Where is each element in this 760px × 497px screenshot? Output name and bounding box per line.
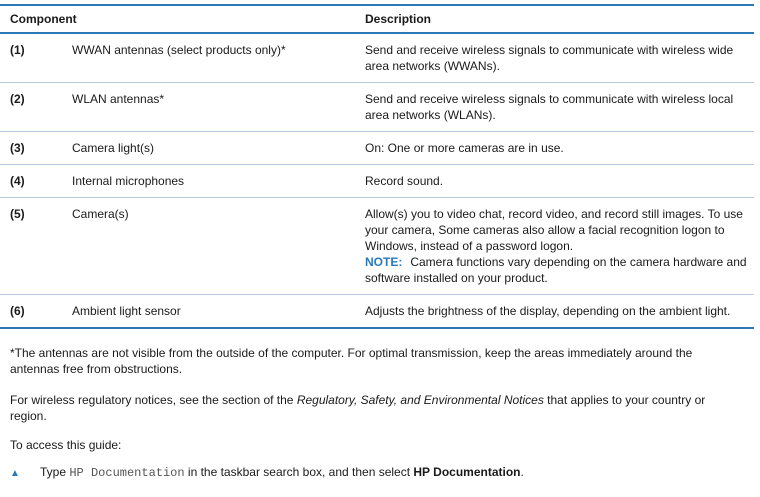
row-description-cell: [365, 198, 754, 295]
regulatory-text-before: For wireless regulatory notices, see the section of the: [10, 393, 297, 407]
access-intro: To access this guide:: [10, 438, 122, 452]
note-text: Camera functions vary depending on the camera hardware and software installed on your product.: [365, 255, 747, 285]
row-component: Camera(s): [72, 207, 129, 221]
row-number: (6): [10, 304, 25, 318]
row-number: (1): [10, 43, 25, 57]
table-row: [0, 83, 754, 132]
row-number: (4): [10, 174, 25, 188]
step-type-word: Type: [40, 465, 70, 479]
table-header-row: [0, 5, 754, 33]
antenna-footnote: *The antennas are not visible from the outside of the computer. For optimal transmission, keep the areas immediately around the antennas free from obstructions.: [10, 346, 693, 376]
table-row: [0, 295, 754, 329]
row-description: Adjusts the brightness of the display, depending on the ambient light.: [365, 304, 731, 318]
header-description: Description: [365, 12, 432, 26]
regulatory-paragraph: [10, 392, 745, 424]
step-bold-target: HP Documentation: [413, 465, 521, 479]
table-row: [0, 198, 754, 295]
table-row: [0, 165, 754, 198]
header-component: Component: [10, 12, 77, 26]
row-component: Internal microphones: [72, 174, 185, 188]
row-description: On: One or more cameras are in use.: [365, 141, 564, 155]
component-table: [0, 4, 754, 329]
step-middle: in the taskbar search box, and then select: [184, 465, 414, 479]
table-row: [0, 132, 754, 165]
step-end: .: [520, 465, 524, 479]
row-component: WWAN antennas (select products only)*: [72, 43, 286, 57]
row-number: (2): [10, 92, 25, 106]
note-label: NOTE:: [365, 255, 403, 269]
row-description: Send and receive wireless signals to communicate with wireless local area networks (WLANs).: [365, 92, 734, 122]
row-number: (3): [10, 141, 25, 155]
row-component: WLAN antennas*: [72, 92, 165, 106]
row-description: Allow(s) you to video chat, record video, and record still images. To use your camera, Some cameras also allow a facial recognition logon to Windows, instead of a password logon.: [365, 207, 743, 253]
row-description: Record sound.: [365, 174, 444, 188]
camera-note: [365, 254, 748, 286]
triangle-bullet-icon: ▲: [10, 468, 20, 479]
access-step: [10, 464, 524, 482]
row-component: Ambient light sensor: [72, 304, 181, 318]
row-component: Camera light(s): [72, 141, 155, 155]
regulatory-notices-title: Regulatory, Safety, and Environmental Notices: [296, 393, 544, 407]
step-code: HP Documentation: [69, 466, 185, 480]
table-row: [0, 33, 754, 83]
row-number: (5): [10, 207, 25, 221]
regulatory-text-after: that applies to your country or region.: [10, 393, 706, 423]
row-description: Send and receive wireless signals to communicate with wireless wide area networks (WWANs).: [365, 43, 734, 73]
